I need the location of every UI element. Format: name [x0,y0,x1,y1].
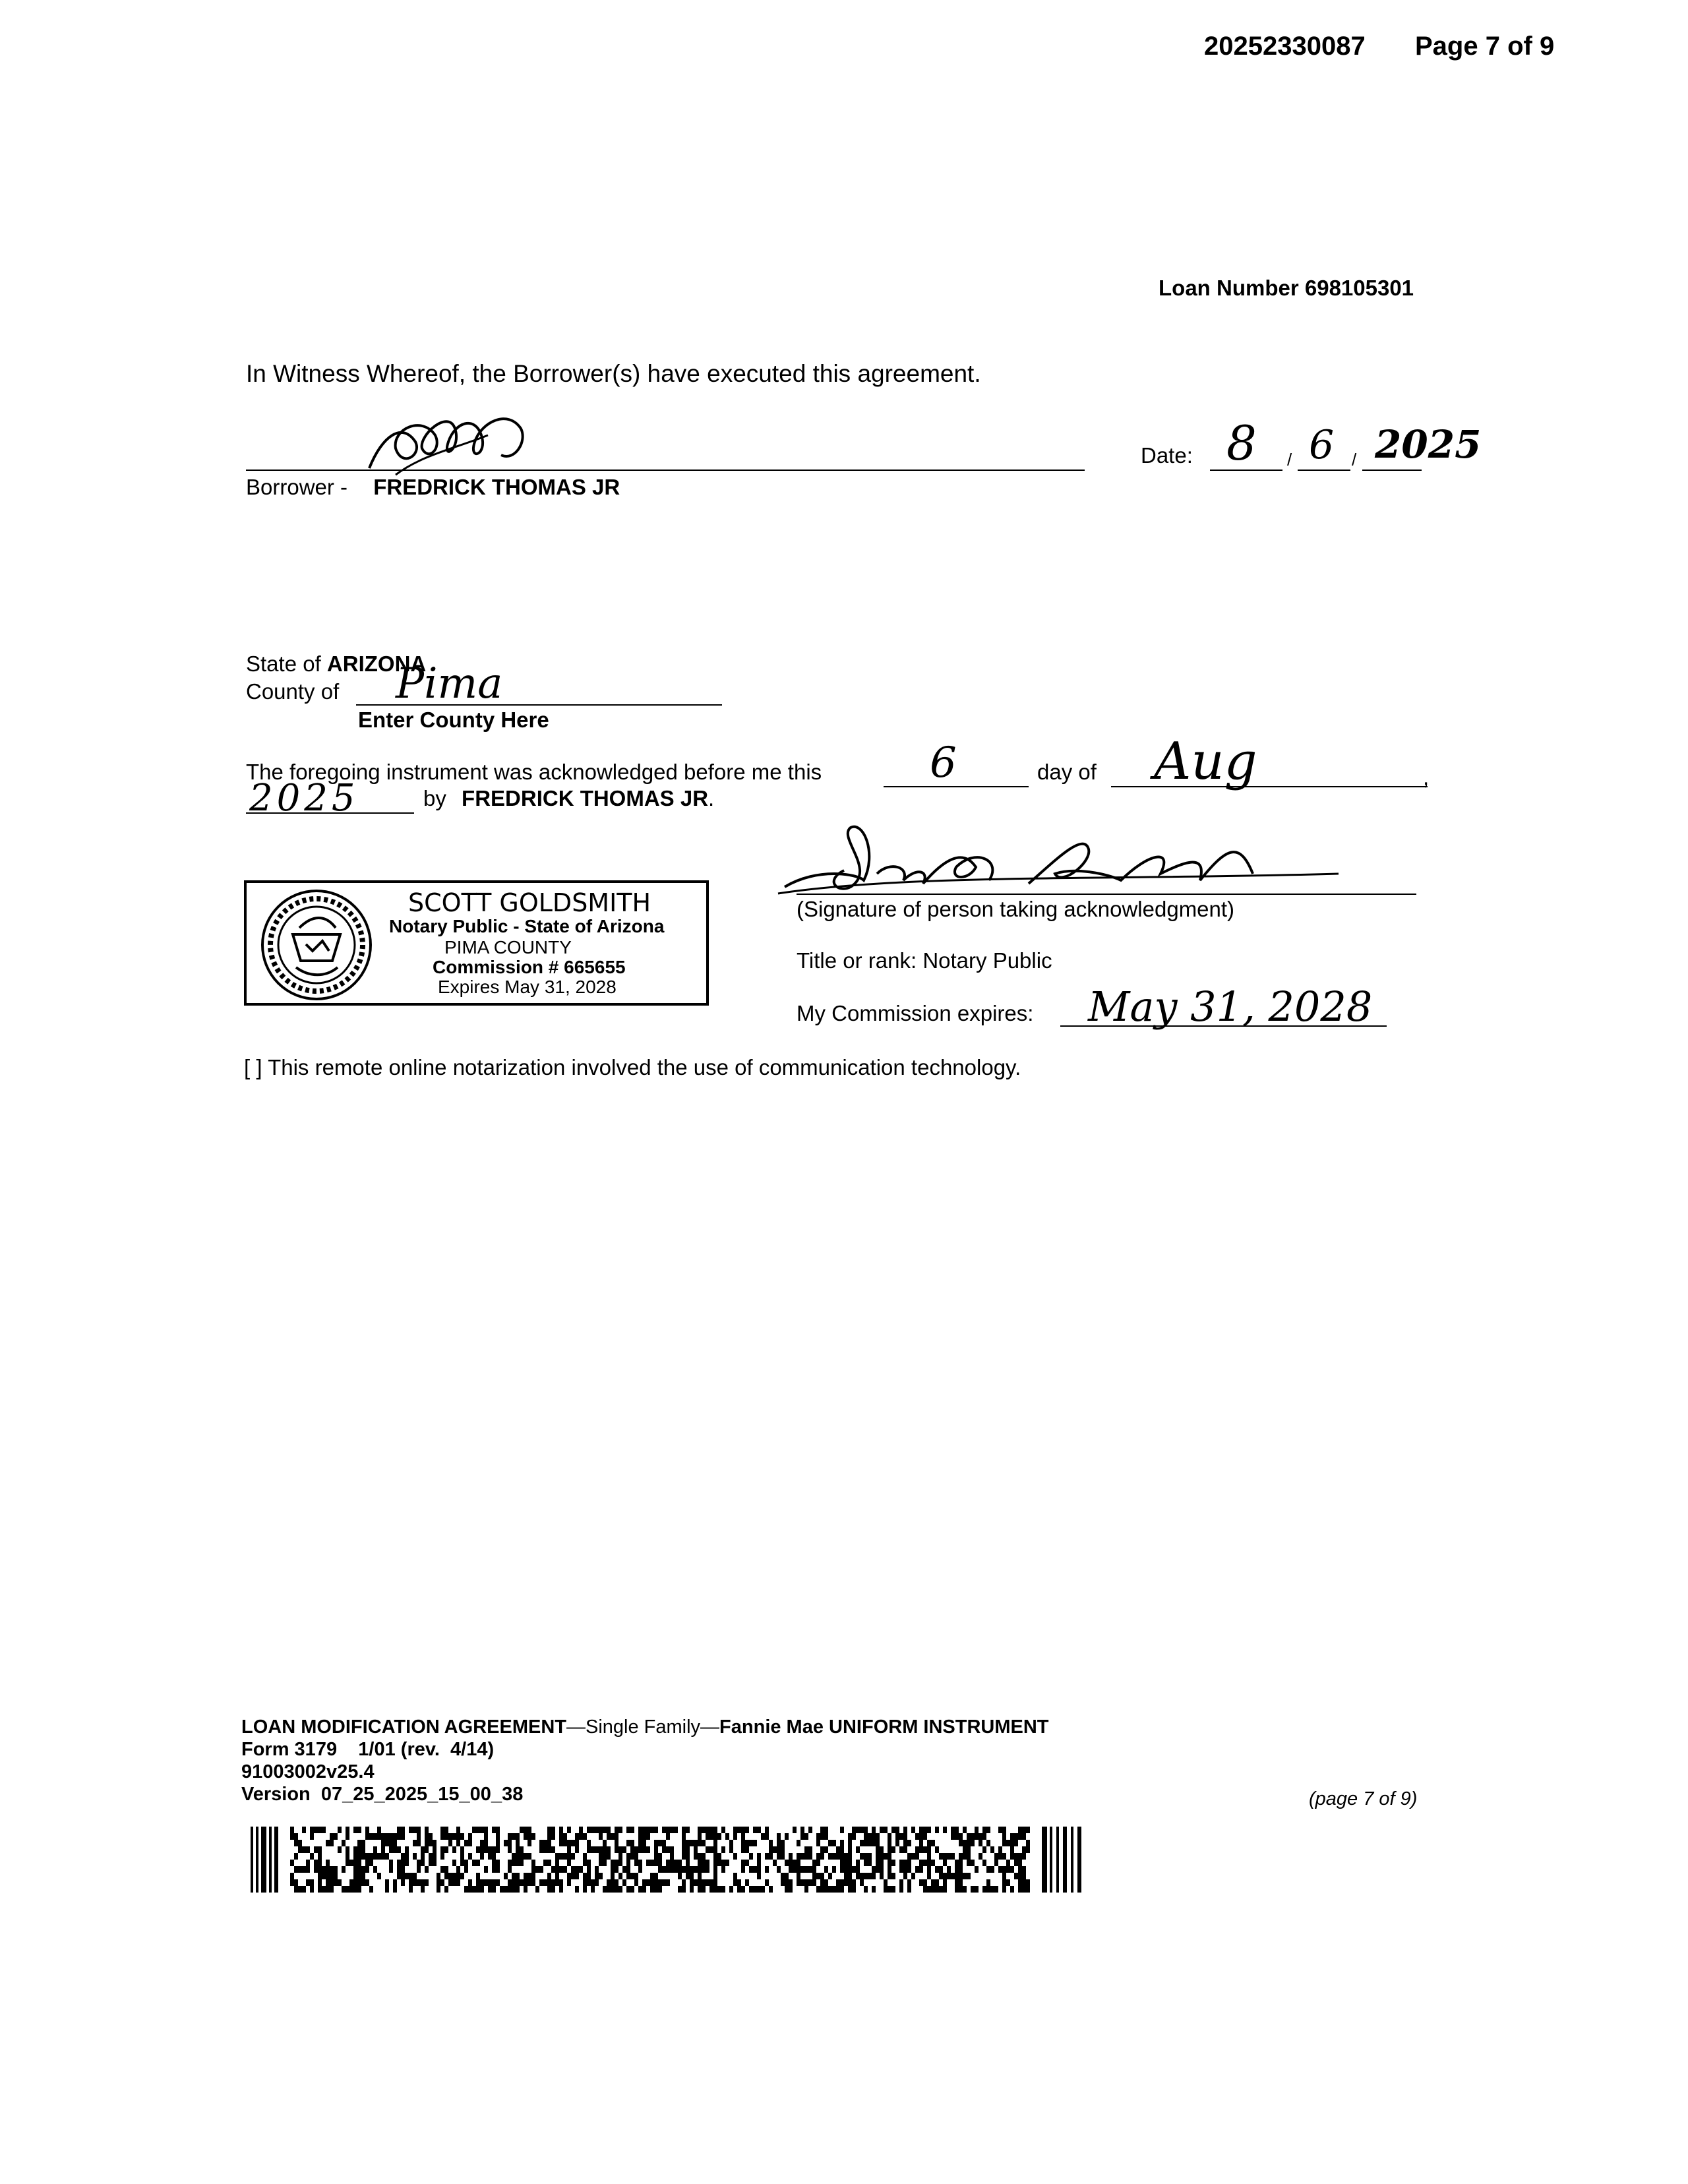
stamp-name: SCOTT GOLDSMITH [408,888,651,917]
ack-signer-name: FREDRICK THOMAS JR [462,786,709,810]
date-year-line [1362,470,1422,471]
date-sep-1: / [1287,450,1292,470]
borrower-label: Borrower - [246,475,348,499]
ack-by: by [423,786,446,810]
commission-label: My Commission expires: [797,1001,1034,1025]
barcode [251,1827,1108,1893]
county-label: County of [246,679,340,704]
notary-signature [778,808,1345,907]
notary-signature-line [797,894,1416,895]
remote-notarization-line: [ ] This remote online notarization involved the use of communication technology. [244,1055,1021,1079]
version: Version 07_25_2025_15_00_38 [241,1784,524,1805]
stamp-expires: Expires May 31, 2028 [438,977,617,997]
stamp-title: Notary Public - State of Arizona [389,916,665,936]
page-note: (page 7 of 9) [1309,1788,1418,1809]
title-rank: Title or rank: Notary Public [797,948,1052,973]
stamp-commission: Commission # 665655 [433,957,626,977]
date-day-line [1298,470,1350,471]
signature-caption: (Signature of person taking acknowledgment) [797,897,1235,921]
notary-seal-icon [260,888,373,1002]
loan-number-value: 698105301 [1304,276,1414,300]
page-label: Page 7 of 9 [1415,32,1555,61]
borrower-caption [246,475,620,500]
ack-sentence-start: The foregoing instrument was acknowledged before me this [246,760,822,784]
form-title-uniform: Fannie Mae UNIFORM INSTRUMENT [719,1716,1049,1738]
date-sep-2: / [1352,450,1357,470]
doc-code: 91003002v25.4 [241,1761,375,1782]
stamp-county: PIMA COUNTY [444,937,572,957]
state-label: State of [246,652,321,676]
date-day-handwritten: 6 [1309,422,1335,468]
loan-number-label: Loan Number [1159,276,1299,300]
notary-stamp [244,880,709,1006]
witness-statement: In Witness Whereof, the Borrower(s) have executed this agreement. [246,360,981,387]
date-month-handwritten: 8 [1226,415,1257,471]
ack-day-handwritten: 6 [930,739,957,787]
form-title [241,1716,1049,1738]
ack-signer [423,786,714,811]
ack-month-handwritten: Aug [1154,732,1257,791]
commission-handwritten: May 31, 2028 [1088,983,1373,1031]
ack-year-handwritten: 2025 [249,777,359,820]
ack-day-of: day of [1037,760,1097,784]
date-label: Date: [1141,443,1193,468]
form-number: Form 3179 1/01 (rev. 4/14) [241,1739,495,1760]
date-year-handwritten: 2025 [1375,422,1482,467]
recording-number: 20252330087 [1204,32,1366,61]
loan-number [1159,276,1414,301]
borrower-signature [356,396,554,488]
ack-period: . [708,786,715,810]
county-handwritten: Pima [396,659,503,708]
form-title-mid: —Single Family— [566,1716,720,1738]
state-value: ARIZONA [326,652,427,676]
form-title-main: LOAN MODIFICATION AGREEMENT [241,1716,566,1738]
borrower-name: FREDRICK THOMAS JR [373,475,620,499]
county-hint: Enter County Here [358,708,549,732]
ack-comma: , [1423,765,1430,789]
